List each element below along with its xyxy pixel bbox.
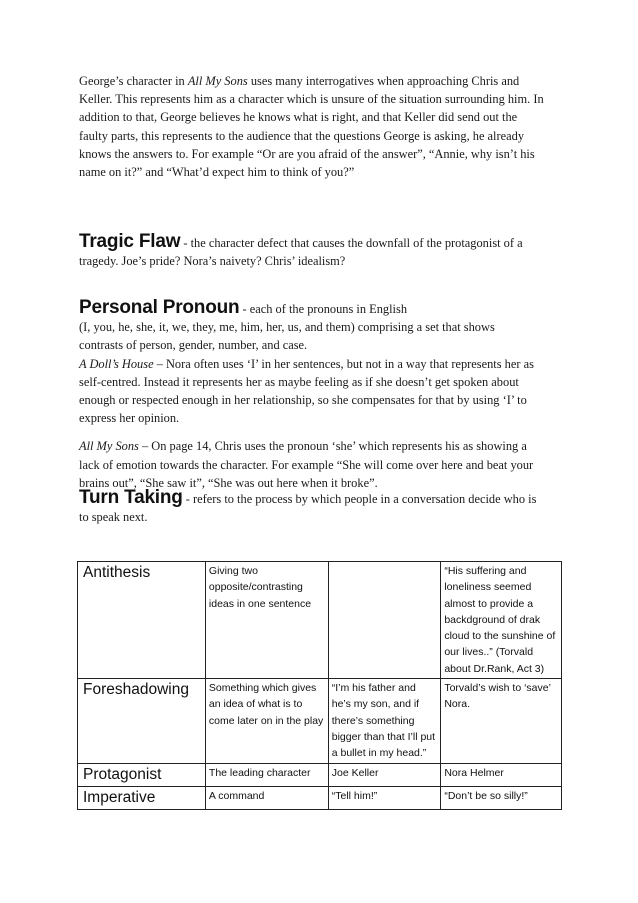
tragic-flaw-heading: Tragic Flaw (79, 231, 181, 252)
dolls-house-line: enough or respected enough in her relationship, so she compensates for that by using ‘I’ to (79, 393, 527, 408)
term-cell: Imperative (78, 786, 206, 809)
turn-taking-heading: Turn Taking (79, 487, 183, 508)
table-row (78, 562, 562, 679)
all-my-sons-title: All My Sons (79, 439, 139, 454)
definition-cell: Giving two opposite/contrasting ideas in one sentence (205, 562, 328, 679)
intro-line: George’s character in All My Sons uses many interrogatives when approaching Chris and (79, 74, 520, 88)
dolls-house-title: A Doll’s House (79, 356, 154, 371)
example-cell (328, 562, 441, 679)
example-cell: “Don’t be so silly!” (441, 786, 562, 809)
intro-line: faulty parts, this represents to the audience that the questions George is asking, he already (79, 128, 525, 143)
intro-paragraph (79, 72, 571, 181)
term-cell: Antithesis (78, 562, 206, 679)
definition-cell: Something which gives an idea of what is to come later on in the play (205, 679, 328, 763)
intro-line: addition to that, George believes he knows what is right, and that Keller did send out the (79, 110, 518, 125)
example-cell: Nora Helmer (441, 763, 562, 786)
intro-line: Keller. This represents him as a character which is unsure of the situation surrounding him. In (79, 92, 544, 107)
personal-pronoun-section (79, 299, 571, 492)
all-my-sons-line: brains out”, “She saw it”, “She was out here when it broke”. (79, 475, 378, 490)
definition-cell: The leading character (205, 763, 328, 786)
turn-taking-definition-cont: to speak next. (79, 510, 148, 525)
tragic-flaw-examples: tragedy. Joe’s pride? Nora’s naivety? Chris’ idealism? (79, 254, 346, 269)
dolls-house-line: A Doll’s House – Nora often uses ‘I’ in her sentences, but not in a way that represents her as (79, 356, 534, 371)
table-row (78, 679, 562, 763)
dolls-house-line: self-centred. Instead it represents her as maybe feeling as if she doesn’t get spoken about (79, 374, 519, 389)
turn-taking-definition: - refers to the process by which people in a conversation decide who is (182, 492, 537, 506)
example-cell: “Tell him!” (328, 786, 441, 809)
term-cell: Protagonist (78, 763, 206, 786)
intro-line: name on it?” and “What’d expect him to think of you?” (79, 165, 355, 180)
tragic-flaw-section (79, 233, 571, 270)
literary-terms-table (77, 561, 562, 810)
personal-pronoun-heading: Personal Pronoun (79, 297, 240, 318)
table-row (78, 786, 562, 809)
definition-cell: A command (205, 786, 328, 809)
dolls-house-line: express her opinion. (79, 411, 180, 426)
intro-line: knows the answers to. For example “Or are you afraid of the answer”, “Annie, why isn’t his (79, 146, 535, 161)
pronoun-list-line: (I, you, he, she, it, we, they, me, him, her, us, and them) comprising a set that shows (79, 320, 495, 335)
personal-pronoun-definition: - each of the pronouns in English (239, 302, 408, 316)
example-cell: “His suffering and loneliness seemed almost to provide a backdground of drak cloud to the sunshine of our lives..” (Torvald about Dr.Rank, Act 3) (441, 562, 562, 679)
example-cell: Torvald’s wish to ‘save’ Nora. (441, 679, 562, 763)
turn-taking-section (79, 489, 571, 526)
table-row (78, 763, 562, 786)
all-my-sons-line: lack of emotion towards the character. For example “She will come over here and beat your (79, 457, 534, 472)
example-cell: “I’m his father and he’s my son, and if there’s something bigger than that I’ll put a bullet in my head.” (328, 679, 441, 763)
all-my-sons-line: All My Sons – On page 14, Chris uses the pronoun ‘she’ which represents his as showing a (79, 439, 527, 454)
pronoun-list-line: contrasts of person, gender, number, and case. (79, 338, 308, 353)
term-cell: Foreshadowing (78, 679, 206, 763)
example-cell: Joe Keller (328, 763, 441, 786)
tragic-flaw-definition: - the character defect that causes the downfall of the protagonist of a (180, 236, 523, 250)
